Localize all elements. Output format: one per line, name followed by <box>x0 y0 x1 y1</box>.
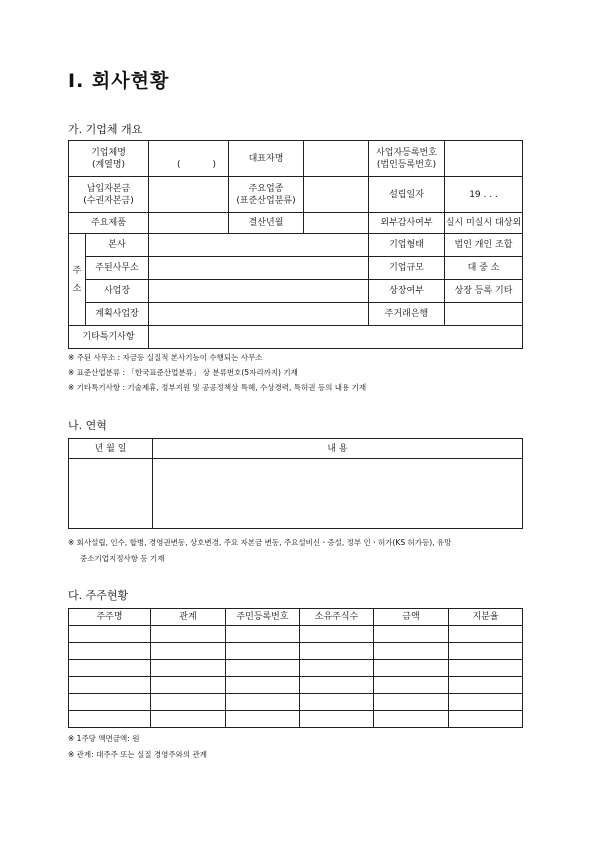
section-heading-overview: 가. 기업체 개요 <box>68 123 143 136</box>
note-industry-code: ※ 표준산업분류 : 「한국표준산업분류」 상 분류번호(5자리까지) 기재 <box>68 368 298 377</box>
note-history-2: 중소기업지정사항 등 기재 <box>80 554 165 563</box>
table-row <box>69 677 523 694</box>
note-relation: ※ 관계: 대주주 또는 실질 경영주와의 관계 <box>68 750 208 759</box>
capital-field[interactable] <box>149 177 229 213</box>
history-table <box>68 438 523 529</box>
main-business-field[interactable] <box>304 177 369 213</box>
bank-label: 주거래은행 <box>369 303 445 326</box>
shareholders-header-ratio: 지분율 <box>449 609 523 626</box>
products-label: 주요제품 <box>69 213 149 234</box>
planned-site-address-field[interactable] <box>149 303 369 326</box>
main-office-address-field[interactable] <box>149 257 369 280</box>
ceo-field[interactable] <box>304 141 369 177</box>
shareholders-header-relation: 관계 <box>151 609 226 626</box>
table-row <box>69 660 523 677</box>
section-heading-shareholders: 다. 주주현황 <box>68 589 129 602</box>
history-date-header: 년 월 일 <box>69 439 153 459</box>
listing-options[interactable]: 상장 등록 기타 <box>445 280 523 303</box>
shareholders-header-shares: 소유주식수 <box>300 609 374 626</box>
capital-label: 납입자본금 (수권자본금) <box>69 177 149 213</box>
listing-label: 상장여부 <box>369 280 445 303</box>
audit-options[interactable]: 실시 미실시 대상외 <box>445 213 523 234</box>
hq-address-field[interactable] <box>149 234 369 257</box>
audit-label: 외부감사여부 <box>369 213 445 234</box>
established-field[interactable]: 19 . . . <box>445 177 523 213</box>
shareholders-header-id: 주민등록번호 <box>226 609 300 626</box>
section-heading-history: 나. 연혁 <box>68 419 107 432</box>
shareholders-header-name: 주주명 <box>69 609 151 626</box>
plant-address-field[interactable] <box>149 280 369 303</box>
bizreg-field[interactable] <box>445 141 523 177</box>
note-par-value: ※ 1주당 액면금액: 원 <box>68 734 140 743</box>
bizreg-label: 사업자등록번호 (법인등록번호) <box>369 141 445 177</box>
page-title: Ⅰ. 회사현황 <box>68 70 170 92</box>
company-name-field[interactable]: ( ) <box>149 141 229 177</box>
note-main-office: ※ 주된 사무소 : 자금등 실질적 본사기능이 수행되는 사무소 <box>68 353 263 362</box>
history-content-header: 내 용 <box>153 439 523 459</box>
table-row <box>69 626 523 643</box>
plant-label: 사업장 <box>86 280 149 303</box>
bank-field[interactable] <box>445 303 523 326</box>
planned-site-label: 계획사업장 <box>86 303 149 326</box>
history-date-field[interactable] <box>69 459 153 529</box>
special-notes-field[interactable] <box>149 326 523 349</box>
table-row <box>69 711 523 728</box>
table-row <box>69 643 523 660</box>
fiscal-month-field[interactable] <box>304 213 369 234</box>
company-name-label: 기업체명 (계열명) <box>69 141 149 177</box>
main-business-label: 주요업종 (표준산업분류) <box>229 177 304 213</box>
company-size-options[interactable]: 대 중 소 <box>445 257 523 280</box>
established-label: 설립일자 <box>369 177 445 213</box>
fiscal-month-label: 결산년월 <box>229 213 304 234</box>
shareholders-table <box>68 608 523 728</box>
shareholders-header-amount: 금액 <box>374 609 449 626</box>
table-row <box>69 694 523 711</box>
company-size-label: 기업규모 <box>369 257 445 280</box>
note-history-1: ※ 회사설립, 인수, 합병, 경영권변동, 상호변경, 주요 자본금 변동, 주요설비신ㆍ증설, 정부 인ㆍ허가(KS 허가등), 유망 <box>68 538 452 547</box>
special-notes-label: 기타특기사항 <box>69 326 149 349</box>
history-content-field[interactable] <box>153 459 523 529</box>
company-type-options[interactable]: 법인 개인 조합 <box>445 234 523 257</box>
address-group-label: 주 소 <box>69 234 86 326</box>
hq-label: 본사 <box>86 234 149 257</box>
company-type-label: 기업형태 <box>369 234 445 257</box>
products-field[interactable] <box>149 213 229 234</box>
company-overview-table <box>68 140 523 349</box>
ceo-label: 대표자명 <box>229 141 304 177</box>
note-special-notes: ※ 기타특기사항 : 기술제휴, 정부지원 및 공공정책상 특혜, 수상경력, 특허권 등의 내용 기재 <box>68 383 367 392</box>
main-office-label: 주된사무소 <box>86 257 149 280</box>
